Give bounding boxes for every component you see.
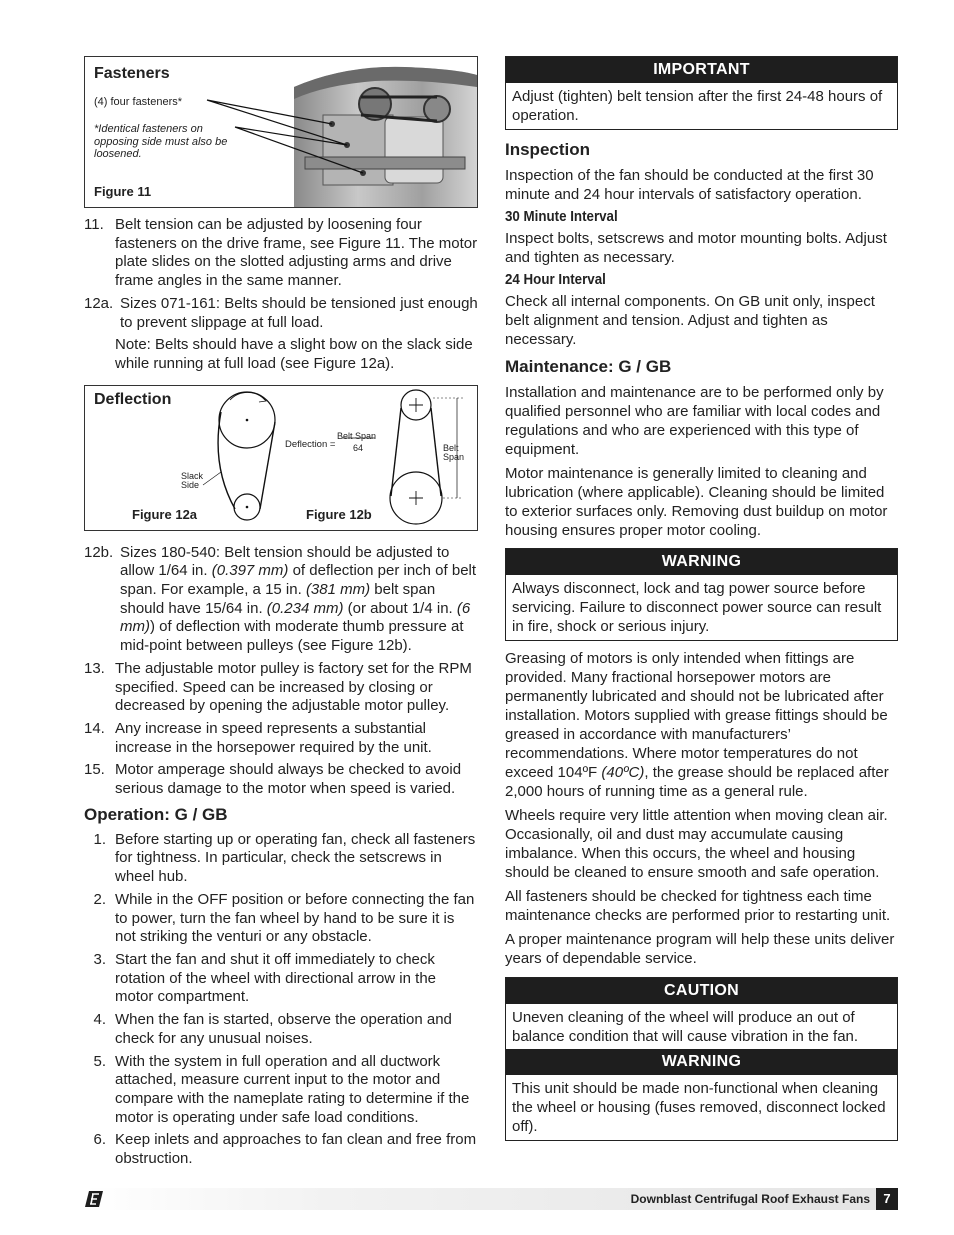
list-item: 3. Start the fan and shut it off immediately to check rotation of the wheel with directional arrow in the motor compartment. <box>93 950 437 1006</box>
warning-body: This unit should be made non-functional when cleaning the wheel or housing (fuses removed, disconnect locked off). <box>512 1080 886 1135</box>
inspection-intro: Inspection of the fan should be conducted at the first 30 minute and 24 hour intervals of satisfactory operation. <box>505 167 874 203</box>
maintenance-p5: All fasteners should be checked for tightness each time maintenance checks are performed prior to restarting unit. <box>505 888 891 924</box>
item-number: 11. <box>84 216 104 233</box>
item-text: Any increase in speed represents a substantial increase in the horsepower required by the unit. <box>115 719 432 756</box>
item-text: Motor amperage should always be checked to avoid serious damage to the motor when speed is varied. <box>115 761 462 798</box>
item-number: 12a. <box>84 294 114 312</box>
figure-11-title: Fasteners <box>94 65 170 82</box>
interval-30-heading: 30 Minute Interval <box>505 209 618 225</box>
page-footer <box>84 1188 898 1210</box>
maintenance-p1: Installation and maintenance are to be performed only by qualified personnel who are familiar with local codes and regulations and who are experienced with this type of equipment. <box>505 384 884 458</box>
important-header: IMPORTANT <box>506 57 897 83</box>
list-item <box>84 720 478 757</box>
warning-notice-1 <box>505 548 898 641</box>
caution-body: Uneven cleaning of the wheel will produce an out of balance condition that will cause vibration in the fan. <box>512 1009 859 1045</box>
interval-24-heading: 24 Hour Interval <box>505 272 606 288</box>
maintenance-p2: Motor maintenance is generally limited to cleaning and lubrication (where applicable). Cleaning should be limited to exterior surfaces only. Removing dust buildup on motor housing ensures proper motor cooling. <box>505 465 888 539</box>
list-item: 6. Keep inlets and approaches to fan clean and free from obstruction. <box>93 1131 477 1168</box>
item-number: 13. <box>84 659 105 677</box>
item-number: 12b. <box>84 543 114 561</box>
note-12a: Note: Belts should have a slight bow on the slack side while running at full load (see Figure 12a). <box>115 336 473 372</box>
maintenance-p3: Greasing of motors is only intended when fittings are provided. Many fractional horsepower motors are permanently lubricated and should not be lubricated after installation. Motors supplied with grease fittings should be greased in accordance with manufacturers’ recommendations. Where motor temperatures do not exceed 104ºF (40ºC), the grease should be replaced after 2,000 hours of running time as a general rule. <box>505 650 889 800</box>
item-text: The adjustable motor pulley is factory set for the RPM specified. Speed can be increased by closing or decreased by opening the adjustable motor pulley. <box>115 659 472 715</box>
maintenance-p6: A proper maintenance program will help these units deliver years of dependable service. <box>505 931 895 967</box>
important-notice <box>505 56 898 130</box>
warning-header: WARNING <box>506 549 897 575</box>
page-number: 7 <box>876 1188 898 1210</box>
figure-11-box <box>84 56 478 208</box>
item-number: 15. <box>84 761 105 779</box>
formula-numerator: Belt Span <box>337 430 377 441</box>
list-item-12b: 12b. Sizes 180-540: Belt tension should be adjusted to allow 1/64 in. (0.397 mm) of deflection per inch of belt span. For example, a 15 in. (381 mm) belt span should have 15/64 in. (0.234 mm) (or about 1/4 in. (6 mm)) of deflection with moderate thumb pressure at mid-point between pulleys (see Figure 12b). <box>84 543 477 655</box>
formula-denominator: 64 <box>353 442 364 453</box>
left-column <box>84 56 478 1173</box>
caution-warning-notice <box>505 977 898 1141</box>
figure-12a-caption: Figure 12a <box>132 506 198 522</box>
item-number: 14. <box>84 719 105 737</box>
item-text: Belt tension can be adjusted by loosening four fasteners on the drive frame, see Figure 11. The motor plate slides on the slotted adjusting arms and drive frame angles in the same manner. <box>115 216 478 290</box>
maintenance-p4: Wheels require very little attention when moving clean air. Occasionally, oil and dust may accumulate causing imbalance. When this occurs, the wheel and housing should be cleaned to ensure smooth and safe operation. <box>505 807 888 881</box>
caution-header: CAUTION <box>506 978 897 1004</box>
footer-title: Downblast Centrifugal Roof Exhaust Fans <box>630 1192 870 1206</box>
warning-body: Always disconnect, lock and tag power source before servicing. Failure to disconnect power source can result in fire, shock or serious injury. <box>512 580 882 635</box>
list-item <box>84 295 478 332</box>
fastener-label: (4) four fasteners* <box>94 96 183 108</box>
figure-11-caption: Figure 11 <box>94 184 152 199</box>
figure-12-box <box>84 385 478 531</box>
list-item: 4. When the fan is started, observe the operation and check for any unusual noises. <box>93 1011 452 1047</box>
maintenance-heading: Maintenance: G / GB <box>505 357 672 376</box>
list-item <box>84 660 478 716</box>
interval-30-text: Inspect bolts, setscrews and motor mounting bolts. Adjust and tighten as necessary. <box>505 230 887 266</box>
list-item <box>84 216 478 291</box>
list-item: 2. While in the OFF position or before connecting the fan to power, turn the fan wheel by hand to be sure it is not striking the venturi or any obstacle. <box>93 890 475 946</box>
list-item <box>84 761 478 798</box>
figure-12b-caption: Figure 12b <box>306 506 372 522</box>
operation-heading: Operation: G / GB <box>84 804 228 824</box>
item-text: Sizes 071-161: Belts should be tensioned just enough to prevent slippage at full load. <box>120 294 478 331</box>
formula-lhs: Deflection = <box>285 438 336 450</box>
fastener-note: *Identical fasteners on opposing side must also be loosened. <box>94 123 228 160</box>
important-body: Adjust (tighten) belt tension after the first 24-48 hours of operation. <box>512 88 883 124</box>
list-item: 1. Before starting up or operating fan, check all fasteners for tightness. In particular, check the setscrews in wheel hub. <box>93 830 476 886</box>
slack-side-label: Slack Side <box>181 470 204 491</box>
right-column <box>505 56 898 1149</box>
fan-drive-photo <box>85 57 477 207</box>
warning-header: WARNING <box>506 1049 897 1075</box>
belt-span-label: Belt Span <box>443 442 465 463</box>
list-item: 5. With the system in full operation and all ductwork attached, measure current input to the motor and compare with the nameplate rating to determine if the motor is operating under safe load conditions. <box>93 1052 470 1126</box>
interval-24-text: Check all internal components. On GB unit only, inspect belt alignment and tension. Adjust and tighten as necessary. <box>505 293 875 348</box>
brand-logo-icon <box>84 1190 104 1208</box>
inspection-heading: Inspection <box>505 140 591 159</box>
figure-12-title: Deflection <box>94 390 172 408</box>
